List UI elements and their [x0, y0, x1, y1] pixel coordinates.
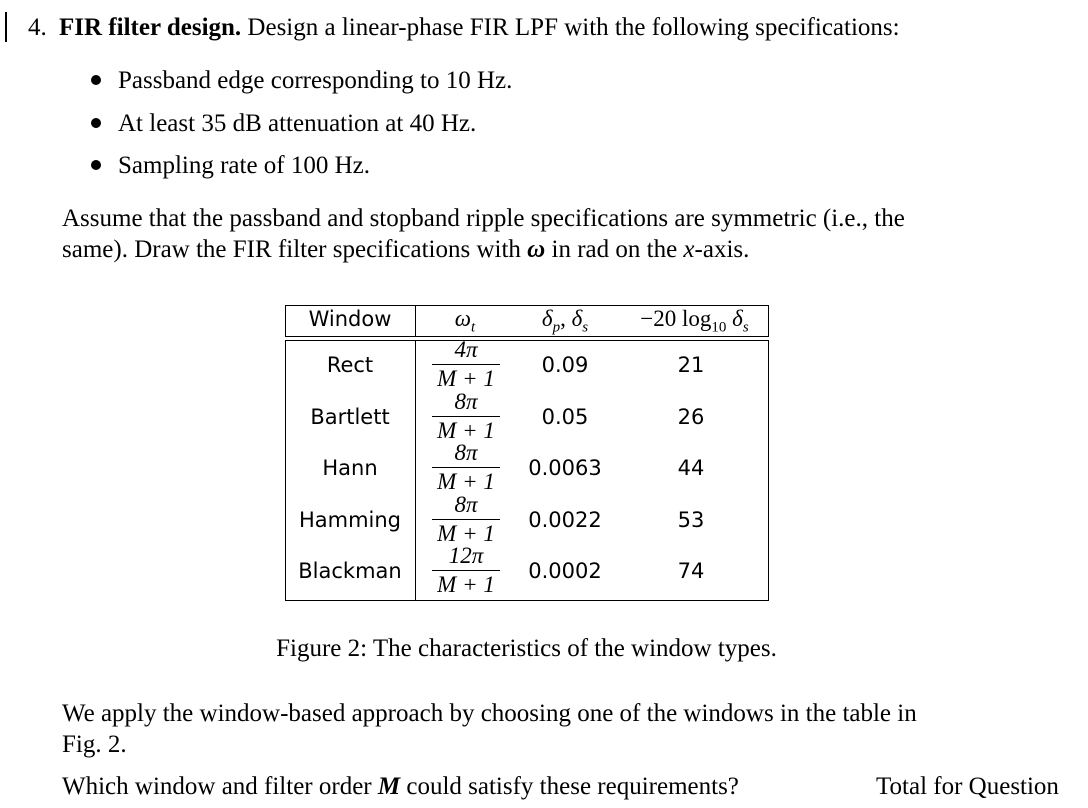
header-delta-s: δ [571, 306, 583, 331]
cell-omega-fraction [426, 545, 506, 601]
header-delta-p: δ [541, 306, 553, 331]
fraction-bar [432, 467, 500, 468]
body-divider [415, 340, 416, 601]
assume-line-2 [62, 234, 749, 265]
cell-delta: 0.05 [541, 404, 589, 429]
assume-text-c: -axis. [694, 236, 750, 263]
header-log-delta: δ [726, 306, 743, 331]
fraction-numerator: 8π [454, 388, 478, 414]
header-delta-s-sub: s [582, 319, 589, 336]
assume-text-b: in rad on the [545, 236, 684, 263]
cell-window: Rect [326, 353, 374, 377]
apply-line-1: We apply the window-based approach by choosing one of the windows in the table in [62, 700, 917, 727]
header-delta-p-sub: p [552, 319, 561, 336]
figure-caption: Figure 2: The characteristics of the window types. [276, 635, 777, 662]
header-delta [510, 306, 620, 337]
bullet-attenuation: At least 35 dB attenuation at 40 Hz. [118, 110, 477, 137]
final-text-b: could satisfy these requirements? [400, 773, 739, 800]
fraction-bar [432, 364, 500, 365]
question-intro: Design a linear-phase FIR LPF with the following specifications: [247, 14, 900, 41]
cell-delta: 0.09 [541, 353, 589, 377]
cell-attenuation: 21 [677, 353, 705, 377]
fraction-numerator: 8π [454, 440, 478, 465]
cell-window: Hamming [298, 507, 402, 532]
header-divider [415, 305, 416, 337]
cell-omega-fraction [426, 491, 506, 550]
bullet-dot [91, 75, 101, 85]
header-window: Window [308, 307, 392, 331]
apply-line-2: Fig. 2. [62, 731, 127, 758]
fraction-denominator: M + 1 [437, 366, 495, 391]
fraction-numerator: 12π [448, 543, 484, 568]
cell-window: Blackman [298, 559, 402, 583]
omega-symbol: ω [527, 236, 546, 263]
cell-delta: 0.0002 [528, 559, 602, 583]
header-omega-sub: t [471, 319, 476, 336]
cell-omega-fraction [426, 442, 506, 498]
cell-delta: 0.0063 [528, 456, 602, 480]
cell-window: Hann [322, 456, 378, 480]
fraction-bar [432, 519, 500, 520]
question-title: FIR filter design. [59, 14, 242, 41]
fraction-numerator: 8π [454, 491, 478, 517]
header-log [622, 306, 767, 337]
bullet-sampling: Sampling rate of 100 Hz. [118, 152, 371, 179]
final-M-symbol: M [377, 773, 401, 800]
fraction-denominator: M + 1 [437, 520, 495, 546]
question-number: 4. [28, 14, 47, 41]
cell-attenuation: 44 [677, 456, 705, 480]
header-comma: , [560, 306, 572, 331]
bullet-passband: Passband edge corresponding to 10 Hz. [118, 67, 513, 94]
total-for-question: Total for Question [876, 773, 1059, 800]
fraction-denominator: M + 1 [437, 469, 495, 494]
cell-attenuation: 26 [677, 404, 705, 429]
fraction-bar [432, 416, 500, 417]
cell-attenuation: 74 [677, 559, 705, 583]
header-log-delta-sub: s [742, 319, 749, 336]
cell-window: Bartlett [310, 404, 390, 429]
question-heading [28, 12, 900, 43]
cell-attenuation: 53 [677, 507, 705, 532]
fraction-numerator: 4π [454, 337, 478, 362]
final-text-a: Which window and filter order [62, 773, 378, 800]
assume-line-1: Assume that the passband and stopband ripple specifications are symmetric (i.e., the [62, 205, 905, 232]
x-symbol: x [683, 236, 695, 263]
cell-omega-fraction [426, 388, 506, 447]
header-log-pre: −20 log [640, 306, 712, 331]
header-log-sub: 10 [711, 319, 727, 336]
assume-text-a: same). Draw the FIR filter specifications with [62, 236, 528, 263]
margin-bar [5, 12, 7, 42]
fraction-denominator: M + 1 [437, 572, 495, 597]
final-question [62, 771, 739, 802]
header-omega: ω [454, 306, 472, 331]
bullet-dot [91, 118, 101, 128]
fraction-denominator: M + 1 [437, 417, 495, 443]
header-omega-t [425, 306, 505, 337]
cell-omega-fraction [426, 339, 506, 395]
cell-delta: 0.0022 [528, 507, 602, 532]
fraction-bar [432, 570, 500, 571]
bullet-dot [91, 160, 101, 170]
